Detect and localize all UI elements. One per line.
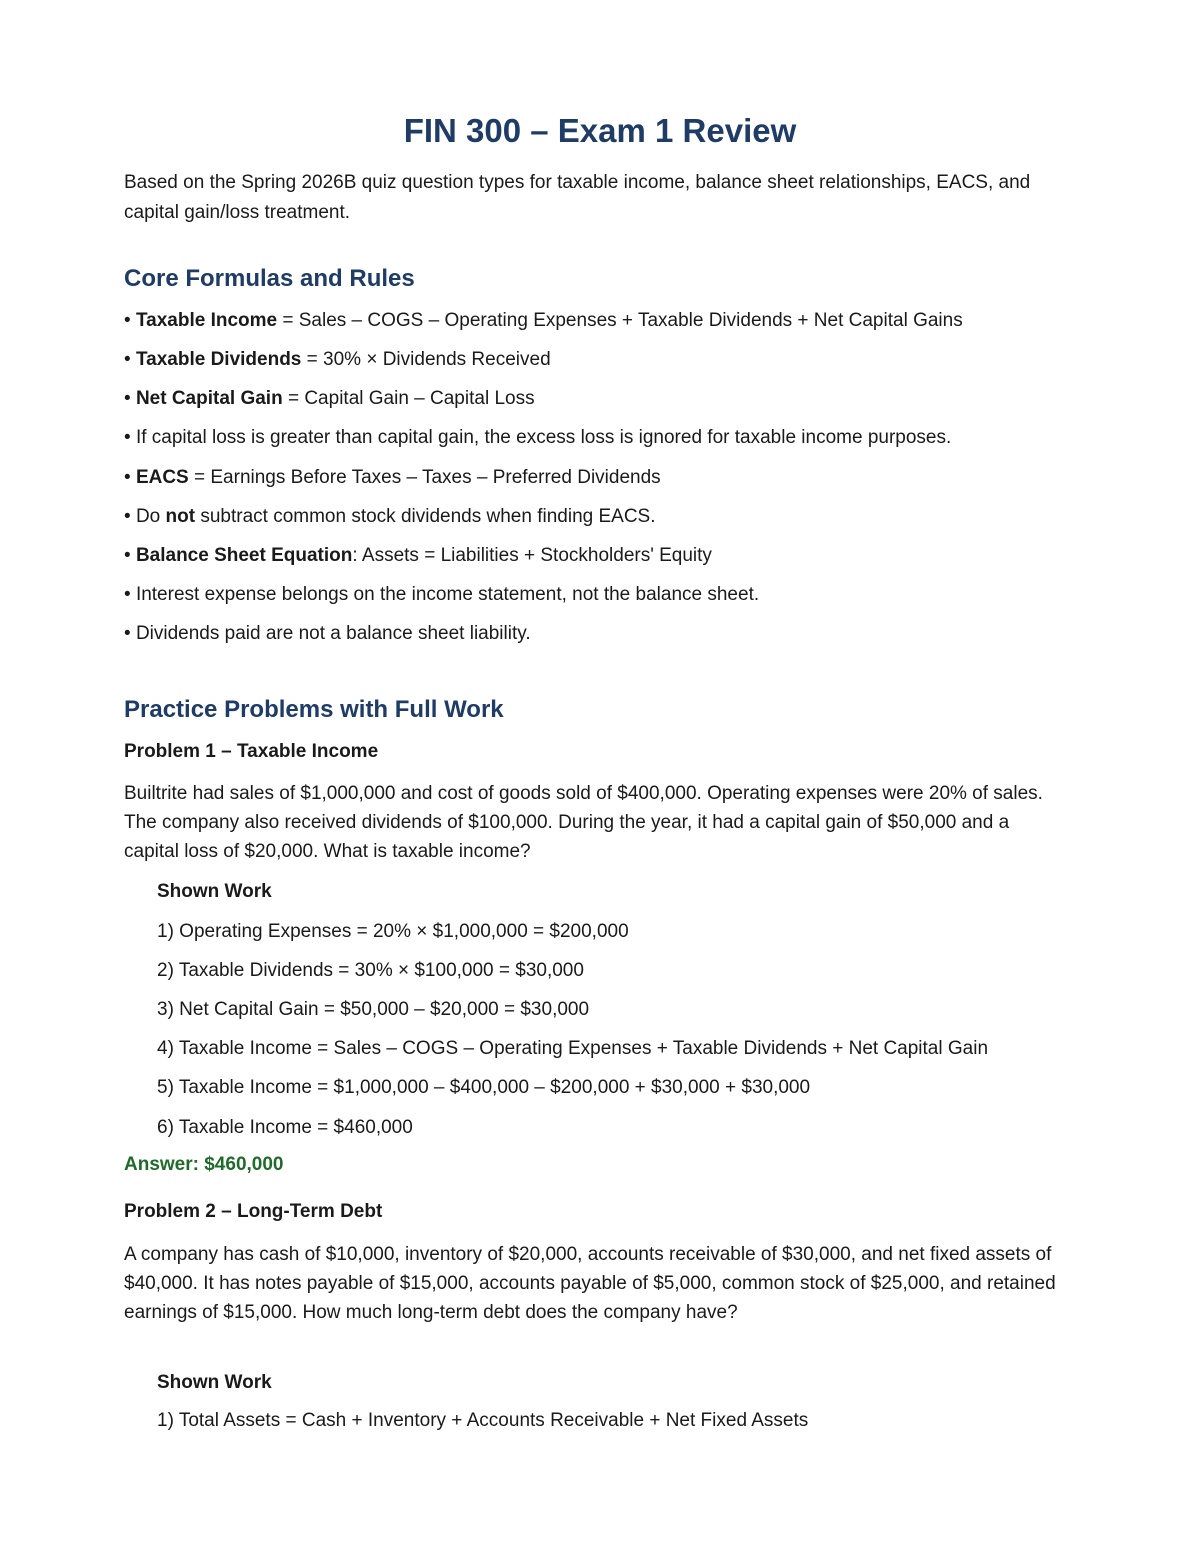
rule-interest-expense bbox=[124, 583, 759, 607]
problem-2-step: 1) Total Assets = Cash + Inventory + Accounts Receivable + Net Fixed Assets bbox=[157, 1410, 809, 1431]
rule-text: = 30% × Dividends Received bbox=[301, 349, 551, 370]
rule-text: = Earnings Before Taxes – Taxes – Preferred Dividends bbox=[188, 467, 661, 488]
bullet: • bbox=[124, 427, 136, 448]
problem-1-step: 3) Net Capital Gain = $50,000 – $20,000 = $30,000 bbox=[157, 999, 590, 1020]
problem-2-text: A company has cash of $10,000, inventory of $20,000, accounts receivable of $30,000, and net fixed assets of $40,000. It has notes payable of $15,000, accounts payable of $5,000, common stock of $25,000, and retained earnings of $15,000. How much long-term debt does the company have? bbox=[124, 1244, 1056, 1323]
rule-common-dividends bbox=[124, 505, 656, 529]
problem-1-shown-work-label: Shown Work bbox=[157, 881, 272, 902]
rule-eacs bbox=[124, 466, 661, 490]
problem-2-heading: Problem 2 – Long-Term Debt bbox=[124, 1201, 383, 1222]
rule-term: not bbox=[165, 506, 196, 527]
intro-paragraph: Based on the Spring 2026B quiz question types for taxable income, balance sheet relationships, EACS, and capital gain/loss treatment. bbox=[124, 172, 1031, 223]
bullet: • bbox=[124, 584, 136, 605]
rule-text: Interest expense belongs on the income statement, not the balance sheet. bbox=[135, 584, 760, 605]
bullet: • bbox=[124, 349, 136, 370]
problem-1-heading: Problem 1 – Taxable Income bbox=[124, 741, 379, 762]
bullet: • bbox=[124, 467, 136, 488]
bullet: • bbox=[124, 506, 136, 527]
practice-problems-heading: Practice Problems with Full Work bbox=[124, 696, 504, 723]
rule-taxable-dividends bbox=[124, 348, 551, 372]
rule-text: = Capital Gain – Capital Loss bbox=[282, 388, 535, 409]
rule-balance-sheet-equation bbox=[124, 544, 712, 568]
problem-1-step: 2) Taxable Dividends = 30% × $100,000 = $30,000 bbox=[157, 960, 584, 981]
rule-text: If capital loss is greater than capital gain, the excess loss is ignored for taxable income purposes. bbox=[135, 427, 952, 448]
bullet: • bbox=[124, 310, 136, 331]
problem-1-step: 6) Taxable Income = $460,000 bbox=[157, 1117, 413, 1138]
rule-text-pre: Do bbox=[135, 506, 166, 527]
rule-net-capital-gain bbox=[124, 387, 535, 411]
rule-text: : Assets = Liabilities + Stockholders' Equity bbox=[352, 545, 712, 566]
problem-1-text: Builtrite had sales of $1,000,000 and cost of goods sold of $400,000. Operating expenses were 20% of sales. The company also received dividends of $100,000. During the year, it had a capital gain of $50,000 and a capital loss of $20,000. What is taxable income? bbox=[124, 783, 1043, 862]
page-title: FIN 300 – Exam 1 Review bbox=[403, 112, 797, 149]
rule-term: Net Capital Gain bbox=[135, 388, 283, 409]
bullet: • bbox=[124, 388, 136, 409]
rule-text: Dividends paid are not a balance sheet liability. bbox=[135, 623, 531, 644]
rule-taxable-income bbox=[124, 309, 963, 333]
problem-1-step: 5) Taxable Income = $1,000,000 – $400,000 – $200,000 + $30,000 + $30,000 bbox=[157, 1077, 811, 1098]
rule-term: Taxable Income bbox=[135, 310, 278, 331]
rule-term: EACS bbox=[135, 467, 189, 488]
rule-text: = Sales – COGS – Operating Expenses + Taxable Dividends + Net Capital Gains bbox=[277, 310, 963, 331]
core-formulas-heading: Core Formulas and Rules bbox=[124, 265, 415, 292]
problem-1-step: 1) Operating Expenses = 20% × $1,000,000 = $200,000 bbox=[157, 921, 629, 942]
rule-dividends-paid bbox=[124, 622, 531, 646]
rule-term: Balance Sheet Equation bbox=[135, 545, 353, 566]
problem-1-answer: Answer: $460,000 bbox=[124, 1154, 284, 1175]
bullet: • bbox=[124, 623, 136, 644]
rule-text: subtract common stock dividends when finding EACS. bbox=[195, 506, 656, 527]
rule-term: Taxable Dividends bbox=[135, 349, 302, 370]
bullet: • bbox=[124, 545, 136, 566]
problem-1-step: 4) Taxable Income = Sales – COGS – Operating Expenses + Taxable Dividends + Net Capital Gain bbox=[157, 1038, 989, 1059]
problem-2-shown-work-label: Shown Work bbox=[157, 1372, 272, 1393]
rule-capital-loss bbox=[124, 426, 951, 450]
